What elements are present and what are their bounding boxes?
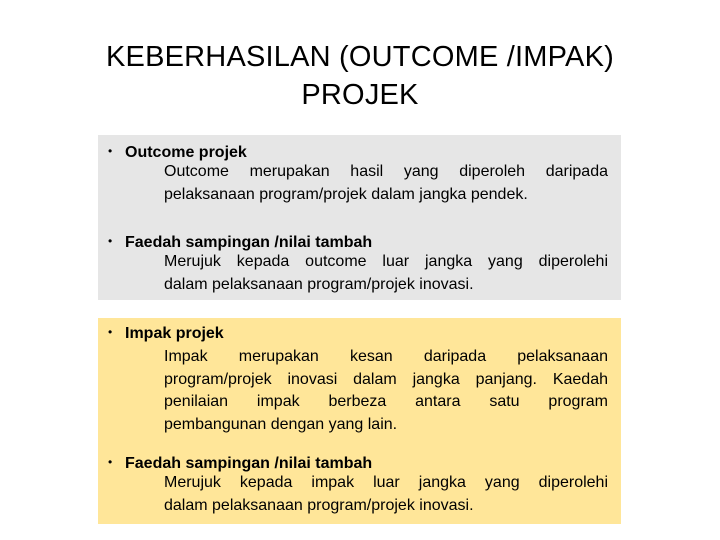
body-line: pelaksanaan program/projek dalam jangka pendek. (164, 185, 528, 203)
body-line: Impak merupakan kesan daripada pelaksanaan (164, 348, 608, 365)
body-line: Merujuk kepada outcome luar jangka yang diperolehi (164, 253, 608, 270)
section-heading-text: Impak projek (125, 325, 224, 342)
bullet-icon: • (108, 325, 113, 339)
section-heading (108, 322, 224, 344)
body-line: program/projek inovasi dalam jangka panjang. Kaedah (164, 370, 608, 388)
section-heading (108, 141, 247, 163)
section-heading-text: Faedah sampingan /nilai tambah (125, 455, 373, 472)
body-line: penilaian impak berbeza antara satu program (164, 393, 608, 410)
outcome-box (98, 135, 621, 300)
section-heading-text: Faedah sampingan /nilai tambah (125, 234, 373, 251)
body-line: Merujuk kepada impak luar jangka yang diperolehi (164, 474, 608, 491)
bullet-icon: • (108, 234, 113, 248)
slide-title-line-2: PROJEK (301, 79, 419, 111)
body-line: dalam pelaksanaan program/projek inovasi. (164, 496, 474, 514)
section-body (164, 161, 608, 206)
section-body (164, 251, 608, 296)
section-body (164, 472, 608, 517)
section-body (164, 346, 608, 436)
body-line: dalam pelaksanaan program/projek inovasi. (164, 275, 474, 293)
slide-title-line-1: KEBERHASILAN (OUTCOME /IMPAK) (105, 41, 614, 73)
section-heading-text: Outcome projek (125, 144, 247, 161)
bullet-icon: • (108, 144, 113, 158)
section-heading (108, 231, 372, 253)
impak-box (98, 318, 621, 524)
body-line: pembangunan dengan yang lain. (164, 415, 398, 433)
body-line: Outcome merupakan hasil yang diperoleh daripada (164, 163, 608, 180)
section-heading (108, 452, 372, 474)
slide-title (0, 38, 720, 114)
bullet-icon: • (108, 455, 113, 469)
